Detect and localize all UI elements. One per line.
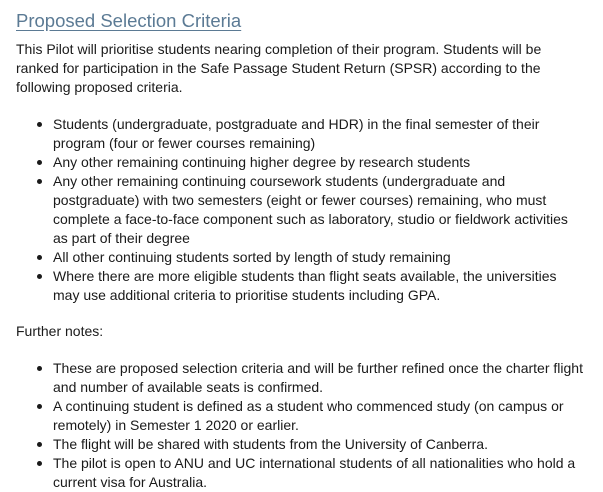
note-item-text: A continuing student is defined as a student who commenced study (on campus or remotely) in Semester 1 2020 or earlier. xyxy=(53,398,564,433)
criteria-item-text: Where there are more eligible students than flight seats available, the universities may use additional criteria to prioritise students including GPA. xyxy=(53,268,557,303)
criteria-item xyxy=(53,115,586,153)
intro-paragraph: This Pilot will prioritise students nearing completion of their program. Students will be ranked for participation in the Safe Passage Student Return (SPSR) according to the following proposed criteria. xyxy=(16,41,542,95)
note-item-text: These are proposed selection criteria and will be further refined once the charter flight and number of available seats is confirmed. xyxy=(53,360,583,395)
bullet-icon xyxy=(37,255,42,260)
criteria-item-text: All other continuing students sorted by length of study remaining xyxy=(53,249,451,265)
section-heading: Proposed Selection Criteria xyxy=(16,10,242,31)
note-item xyxy=(53,435,586,454)
further-notes-label: Further notes: xyxy=(16,323,104,339)
document-body xyxy=(16,9,586,492)
criteria-item-text: Any other remaining continuing coursework students (undergraduate and postgraduate) with two semesters (eight or fewer courses) remaining, who must complete a face-to-face component such as laboratory, studio or fieldwork activities as part of their degree xyxy=(53,173,568,246)
bullet-icon xyxy=(37,442,42,447)
criteria-item xyxy=(53,172,586,248)
note-item-text: The flight will be shared with students from the University of Canberra. xyxy=(53,436,488,452)
criteria-list xyxy=(16,115,586,305)
note-item-text: The pilot is open to ANU and UC international students of all nationalities who hold a current visa for Australia. xyxy=(53,455,576,490)
bullet-icon xyxy=(37,122,42,127)
bullet-icon xyxy=(37,274,42,279)
note-item xyxy=(53,359,586,397)
note-item xyxy=(53,454,586,492)
bullet-icon xyxy=(37,160,42,165)
note-item xyxy=(53,397,586,435)
bullet-icon xyxy=(37,179,42,184)
bullet-icon xyxy=(37,366,42,371)
criteria-item-text: Any other remaining continuing higher degree by research students xyxy=(53,154,471,170)
notes-list xyxy=(16,359,586,492)
criteria-item xyxy=(53,248,586,267)
bullet-icon xyxy=(37,461,42,466)
criteria-item xyxy=(53,267,586,305)
criteria-item-text: Students (undergraduate, postgraduate and HDR) in the final semester of their program (four or fewer courses remaining) xyxy=(53,116,540,151)
bullet-icon xyxy=(37,404,42,409)
criteria-item xyxy=(53,153,586,172)
